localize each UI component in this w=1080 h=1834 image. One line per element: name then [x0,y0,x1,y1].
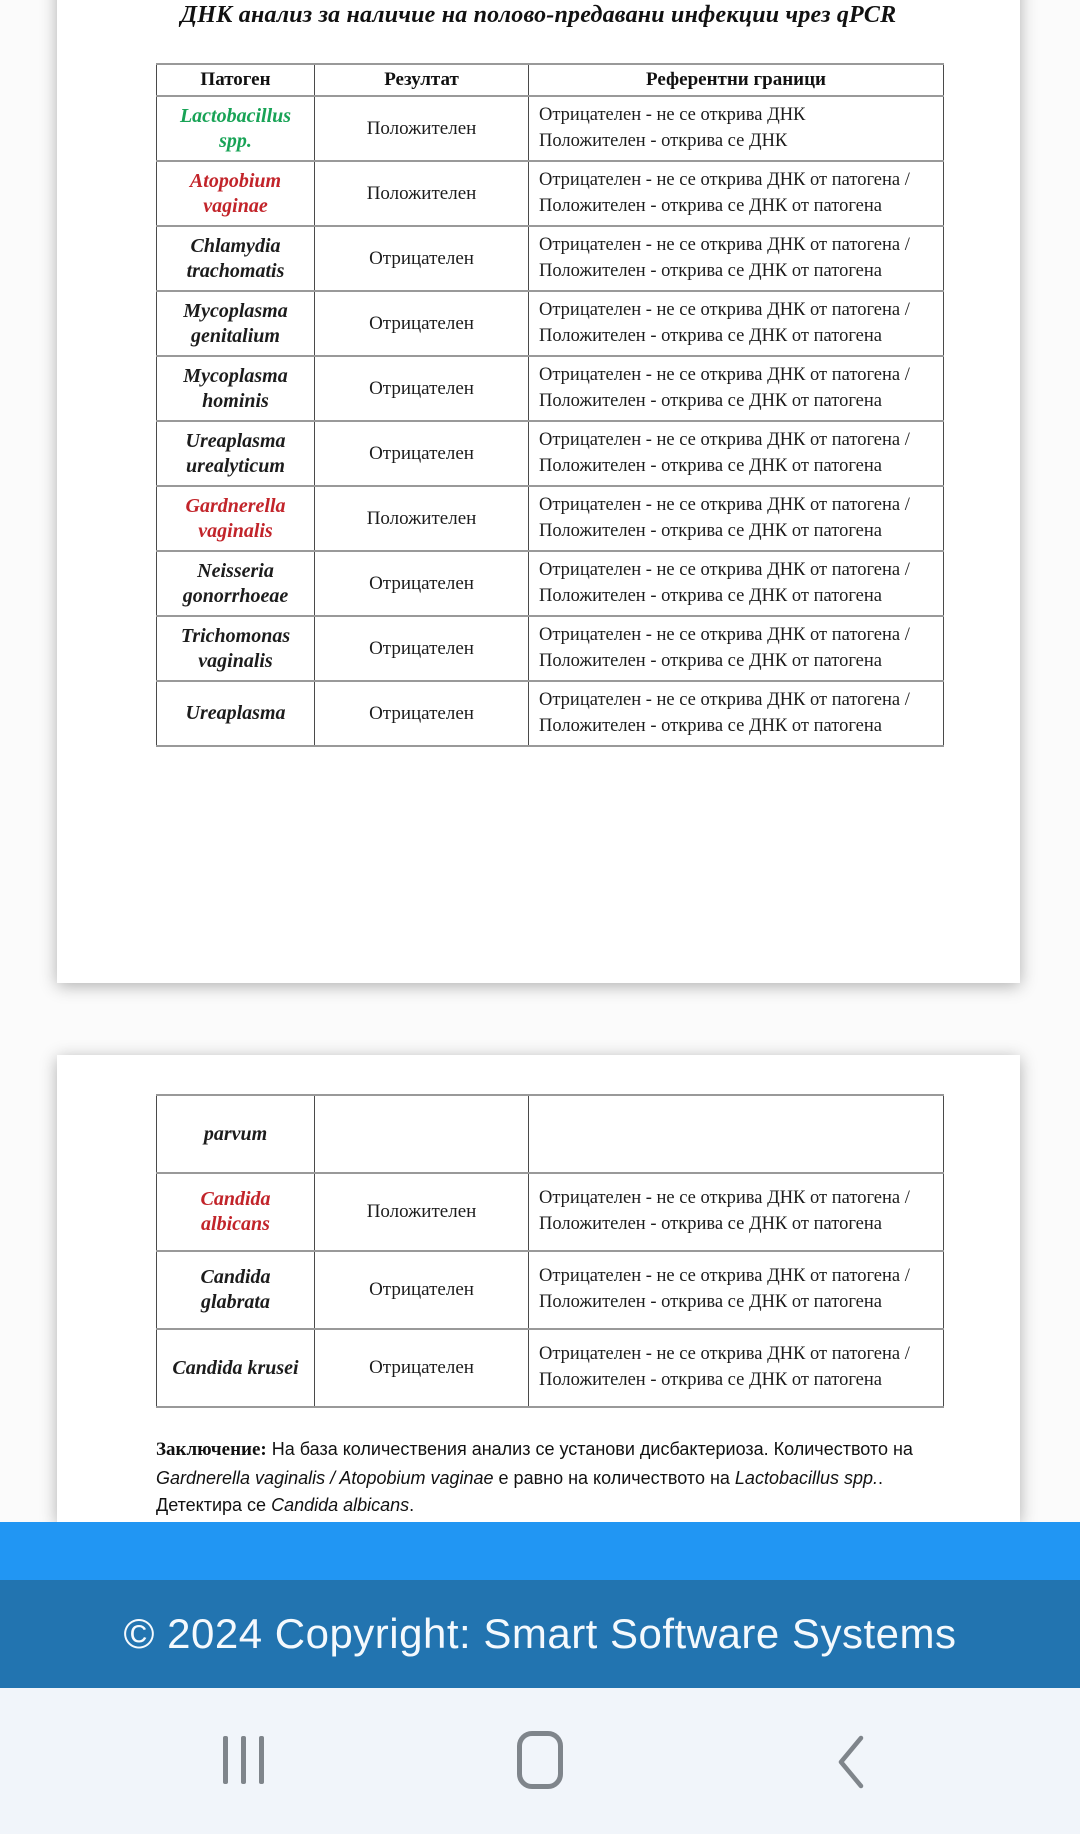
pathogen-name: Atopobium vaginae [157,161,315,226]
conclusion-label: Заключение: [156,1439,267,1460]
table-row [157,291,944,356]
result-value: Отрицателен [315,616,529,681]
reference-range: Отрицателен - не се открива ДНК от патогена / Положителен - открива се ДНК от патогена [529,356,944,421]
pathogen-name: Candida glabrata [157,1251,315,1329]
back-button[interactable] [770,1688,930,1834]
reference-range: Отрицателен - не се открива ДНК Положителен - открива се ДНК [529,96,944,161]
table-row [157,96,944,161]
reference-range: Отрицателен - не се открива ДНК от патогена / Положителен - открива се ДНК от патогена [529,551,944,616]
pathogen-name: Neisseria gonorrhoeae [157,551,315,616]
table-row [157,486,944,551]
reference-range: Отрицателен - не се открива ДНК от патогена / Положителен - открива се ДНК от патогена [529,1329,944,1407]
result-value: Отрицателен [315,291,529,356]
pathogen-name: Mycoplasma genitalium [157,291,315,356]
pathogen-name: Mycoplasma hominis [157,356,315,421]
pathogen-name: Candida krusei [157,1329,315,1407]
reference-range: Отрицателен - не се открива ДНК от патогена / Положителен - открива се ДНК от патогена [529,291,944,356]
recent-apps-button[interactable] [163,1688,323,1834]
report-page-2 [57,1055,1020,1522]
reference-range: Отрицателен - не се открива ДНК от патогена / Положителен - открива се ДНК от патогена [529,681,944,746]
table-row [157,1251,944,1329]
conclusion-paragraph [156,1436,968,1519]
table-row [157,226,944,291]
table-row [157,551,944,616]
back-chevron-icon [836,1734,866,1790]
pathogen-name: Candida albicans [157,1173,315,1251]
table-row [157,1329,944,1407]
result-value: Положителен [315,161,529,226]
reference-range: Отрицателен - не се открива ДНК от патогена / Положителен - открива се ДНК от патогена [529,421,944,486]
table-row [157,1095,944,1173]
pathogen-name: Gardnerella vaginalis [157,486,315,551]
table-row [157,356,944,421]
recent-apps-icon [223,1736,264,1784]
result-value: Отрицателен [315,1251,529,1329]
copyright-text: © 2024 Copyright: Smart Software Systems [123,1610,957,1657]
result-value: Отрицателен [315,226,529,291]
pathogen-name: Ureaplasma [157,681,315,746]
result-value: Отрицателен [315,356,529,421]
result-value: Отрицателен [315,681,529,746]
result-value: Положителен [315,96,529,161]
conclusion-text: На база количествения анализ се установи дисбактериоза. Количеството на Gardnerella vaginalis / Atopobium vaginae е равно на количеството на Lactobacillus spp.. Детектира се Candida albicans. [156,1439,913,1515]
result-value: Отрицателен [315,551,529,616]
results-table-body [157,96,944,746]
reference-range: Отрицателен - не се открива ДНК от патогена / Положителен - открива се ДНК от патогена [529,616,944,681]
footer-accent-band [0,1522,1080,1580]
table-row [157,161,944,226]
column-header-pathogen: Патоген [157,64,315,96]
android-navigation-bar [0,1688,1080,1834]
pathogen-name: Lactobacillus spp. [157,96,315,161]
reference-range: Отрицателен - не се открива ДНК от патогена / Положителен - открива се ДНК от патогена [529,226,944,291]
table-row [157,421,944,486]
page-title: ДНК анализ за наличие на полово-предавани инфекции чрез qPCR [180,2,897,28]
reference-range [529,1095,944,1173]
reference-range: Отрицателен - не се открива ДНК от патогена / Положителен - открива се ДНК от патогена [529,1173,944,1251]
results-table-body-continued [157,1095,944,1407]
results-table [156,63,944,747]
result-value: Отрицателен [315,1329,529,1407]
table-row [157,616,944,681]
pathogen-name: Trichomonas vaginalis [157,616,315,681]
site-footer [0,1580,1080,1688]
home-icon [517,1731,563,1789]
column-header-result: Резултат [315,64,529,96]
result-value: Положителен [315,486,529,551]
pathogen-name: parvum [157,1095,315,1173]
home-button[interactable] [460,1688,620,1834]
column-header-reference: Референтни граници [529,64,944,96]
reference-range: Отрицателен - не се открива ДНК от патогена / Положителен - открива се ДНК от патогена [529,161,944,226]
result-value: Отрицателен [315,421,529,486]
table-row [157,681,944,746]
pathogen-name: Ureaplasma urealyticum [157,421,315,486]
reference-range: Отрицателен - не се открива ДНК от патогена / Положителен - открива се ДНК от патогена [529,486,944,551]
table-header-row [157,64,944,96]
result-value [315,1095,529,1173]
report-page-1 [57,0,1020,983]
results-table-continued [156,1094,944,1408]
pathogen-name: Chlamydia trachomatis [157,226,315,291]
result-value: Положителен [315,1173,529,1251]
table-row [157,1173,944,1251]
reference-range: Отрицателен - не се открива ДНК от патогена / Положителен - открива се ДНК от патогена [529,1251,944,1329]
